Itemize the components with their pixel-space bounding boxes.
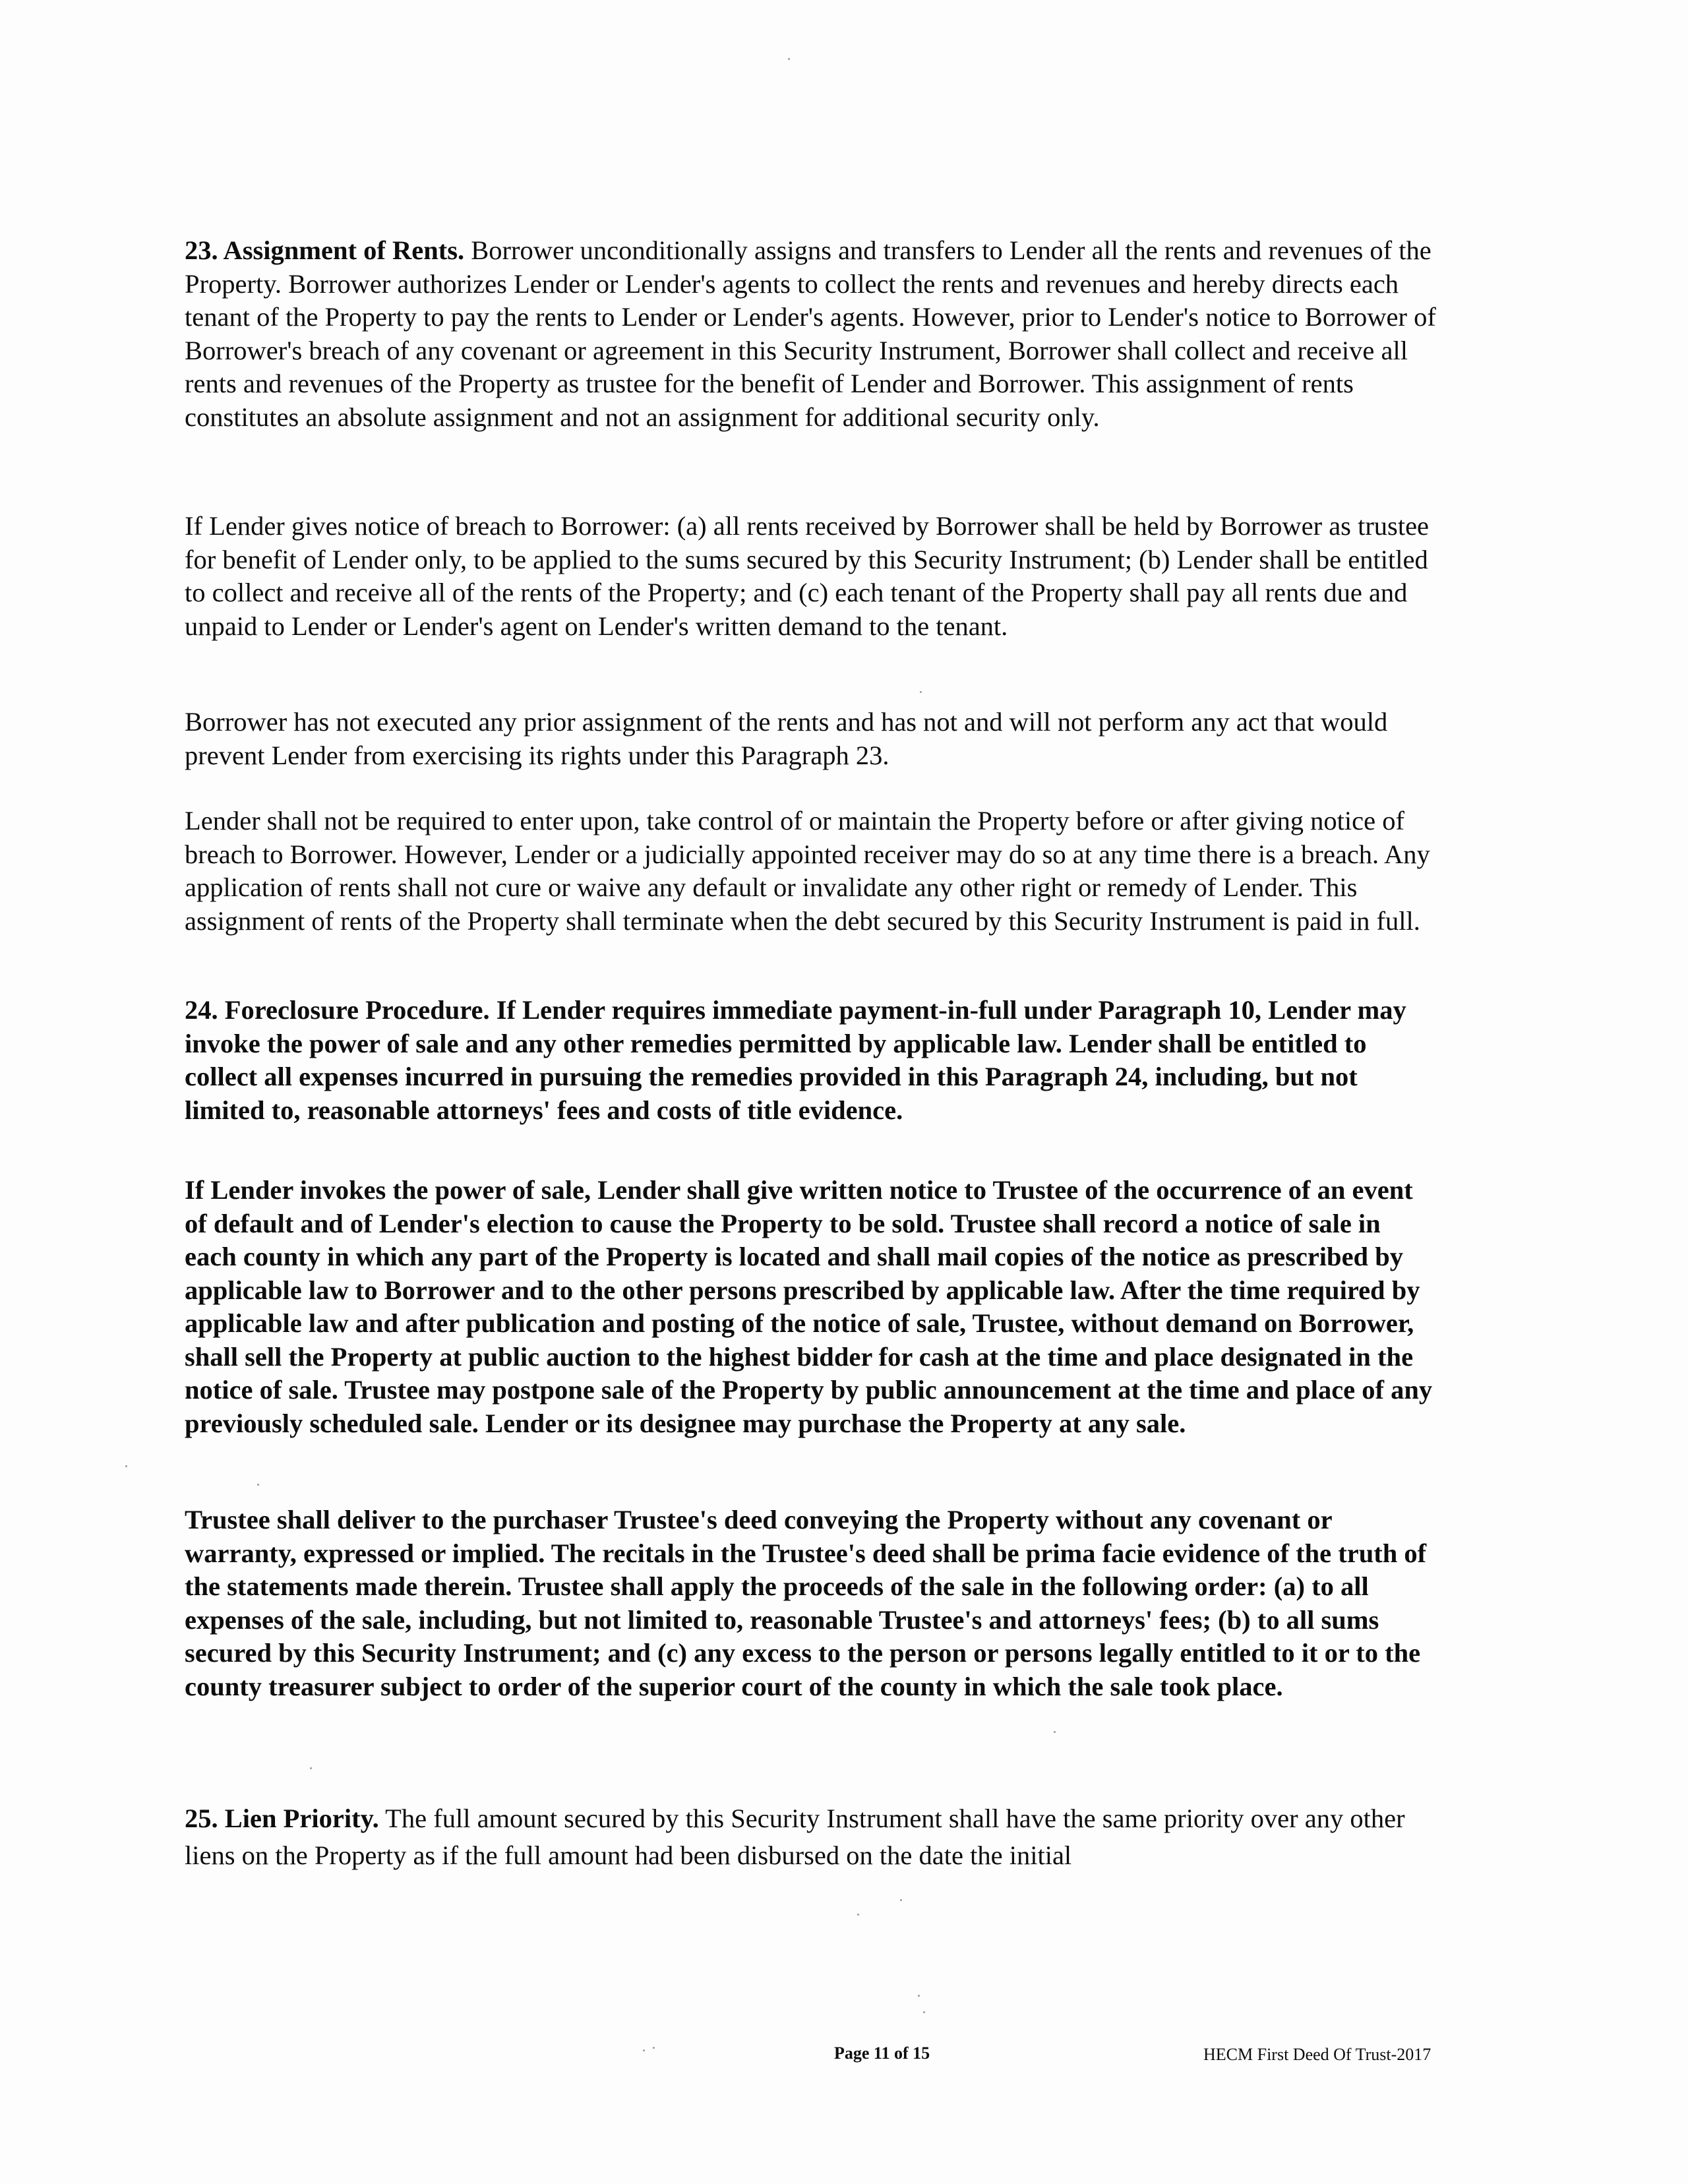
section-25-heading: 25. Lien Priority. xyxy=(185,1804,379,1833)
section-23-heading: 23. Assignment of Rents. xyxy=(185,235,465,265)
scan-speck xyxy=(857,1914,859,1916)
page-number: Page 11 of 15 xyxy=(834,2044,930,2063)
scan-speck xyxy=(653,2047,655,2049)
scan-speck xyxy=(1054,1731,1056,1733)
paragraph-23-assignment-of-rents xyxy=(185,234,1437,434)
scan-speck xyxy=(920,691,922,693)
section-25-text: The full amount secured by this Security Instrument shall have the same priority over any other liens on the Property as if the full amount had been disbursed on the date the initial xyxy=(185,1804,1405,1870)
scan-speck xyxy=(918,1995,920,1997)
paragraph-24-trustee-deed: Trustee shall deliver to the purchaser Trustee's deed conveying the Property without any covenant or warranty, expressed or implied. The recitals in the Trustee's deed shall be prima facie evidence of the truth of the statements made therein. Trustee shall apply the proceeds of the sale in the following order: (a) to all expenses of the sale, including, but not limited to, reasonable Trustee's and attorneys' fees; (b) to all sums secured by this Security Instrument; and (c) any excess to the person or persons legally entitled to it or to the county treasurer subject to order of the superior court of the county in which the sale took place. xyxy=(185,1505,1427,1701)
paragraph-24-power-of-sale: If Lender invokes the power of sale, Lender shall give written notice to Trustee of the occurrence of an event of default and of Lender's election to cause the Property to be sold. Trustee shall record a notice of sale in each county in which any part of the Property is located and shall mail copies of the notice as prescribed by applicable law to Borrower and to the other persons prescribed by applicable law. After the time required by applicable law and after publication and posting of the notice of sale, Trustee, without demand on Borrower, shall sell the Property at public auction to the highest bidder for cash at the time and place designated in the notice of sale. Trustee may postpone sale of the Property by public announcement at the time and place of any previously scheduled sale. Lender or its designee may purchase the Property at any sale. xyxy=(185,1175,1433,1438)
section-23-text: Borrower unconditionally assigns and transfers to Lender all the rents and revenues of the Property. Borrower authorizes Lender or Lender's agents to collect the rents and revenues and hereby directs each tenant of the Property to pay the rents to Lender or Lender's agents. However, prior to Lender's notice to Borrower of Borrower's breach of any covenant or agreement in this Security Instrument, Borrower shall collect and receive all rents and revenues of the Property as trustee for the benefit of Lender and Borrower. This assignment of rents constitutes an absolute assignment and not an assignment for additional security only. xyxy=(185,235,1436,432)
scan-speck xyxy=(900,1899,902,1901)
scan-speck xyxy=(923,2011,925,2013)
scan-speck xyxy=(788,58,790,60)
paragraph-23-lender-control: Lender shall not be required to enter upon, take control of or maintain the Property before or after giving notice of breach to Borrower. However, Lender or a judicially appointed receiver may do so at any time there is a breach. Any application of rents shall not cure or waive any default or invalidate any other right or remedy of Lender. This assignment of rents of the Property shall terminate when the debt secured by this Security Instrument is paid in full. xyxy=(185,806,1430,936)
scan-speck xyxy=(125,1465,127,1467)
paragraph-23-prior-assignment: Borrower has not executed any prior assignment of the rents and has not and will not perform any act that would prevent Lender from exercising its rights under this Paragraph 23. xyxy=(185,707,1388,770)
scan-speck xyxy=(643,2049,645,2051)
paragraph-25-lien-priority xyxy=(185,1800,1437,1874)
scan-speck xyxy=(310,1767,312,1769)
paragraph-24-foreclosure-procedure: 24. Foreclosure Procedure. If Lender requires immediate payment-in-full under Paragraph 10, Lender may invoke the power of sale and any other remedies permitted by applicable law. Lender shall be entitled to collect all expenses incurred in pursuing the remedies provided in this Paragraph 24, including, but not limited to, reasonable attorneys' fees and costs of title evidence. xyxy=(185,995,1406,1125)
document-form-id: HECM First Deed Of Trust-2017 xyxy=(1203,2045,1432,2064)
scan-speck xyxy=(257,1484,259,1486)
paragraph-23-notice-of-breach: If Lender gives notice of breach to Borrower: (a) all rents received by Borrower shall be held by Borrower as trustee for benefit of Lender only, to be applied to the sums secured by this Security Instrument; (b) Lender shall be entitled to collect and receive all of the rents of the Property; and (c) each tenant of the Property shall pay all rents due and unpaid to Lender or Lender's agent on Lender's written demand to the tenant. xyxy=(185,511,1430,641)
